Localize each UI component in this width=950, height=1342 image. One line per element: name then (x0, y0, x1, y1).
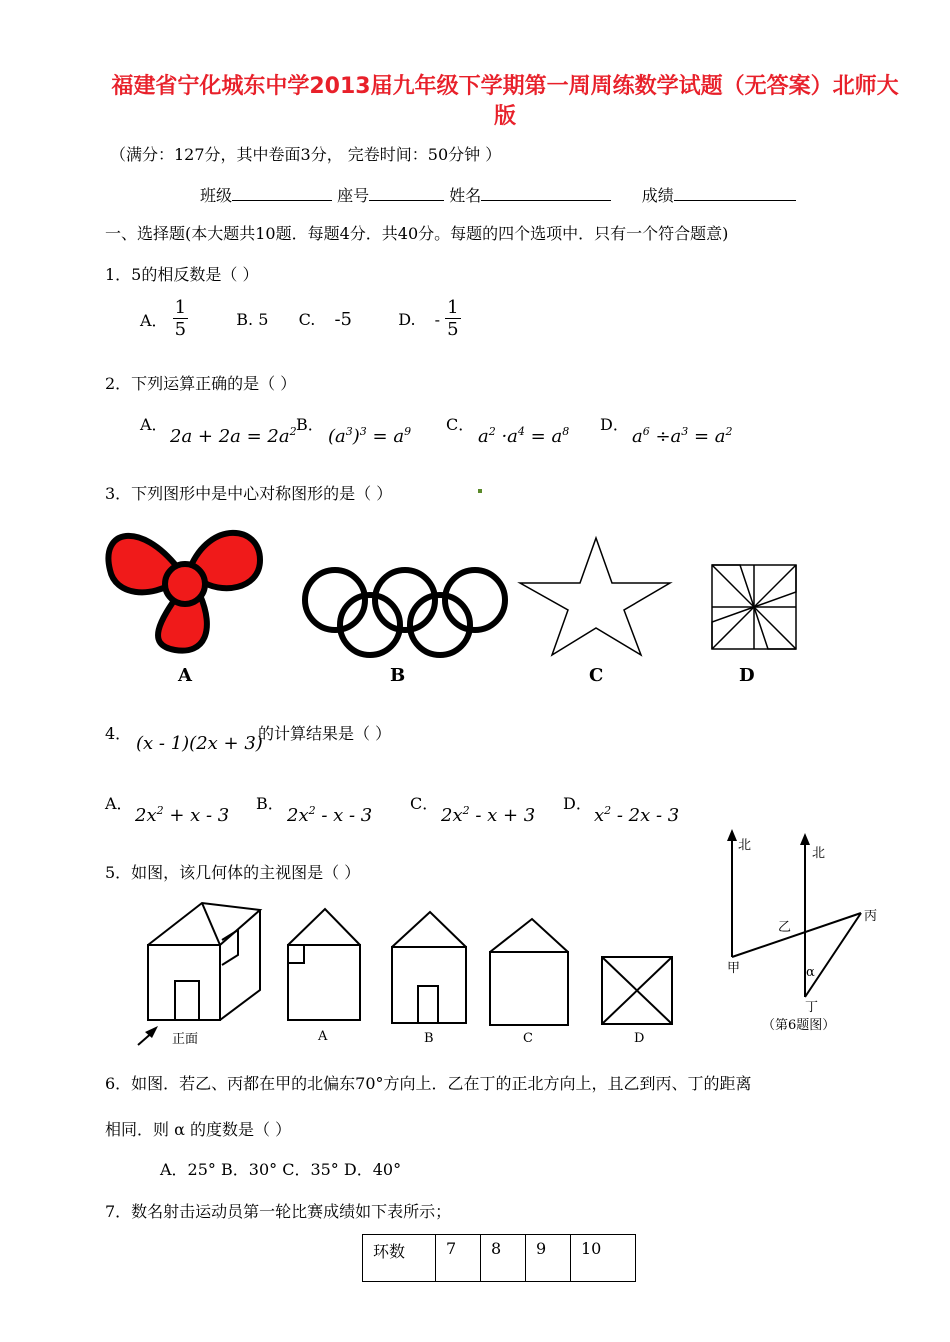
fig6-alpha: α (806, 965, 815, 980)
q5-label-d: D (634, 1031, 645, 1046)
table-cell: 10 (571, 1235, 636, 1282)
question-4: 的计算结果是（ ） (258, 724, 392, 743)
section-heading: 一、选择题(本大题共10题．每题4分．共40分。每题的四个选项中．只有一个符合题意) (105, 224, 729, 243)
north-arrow-1 (727, 829, 737, 841)
table-row (363, 1235, 636, 1282)
q5-label-c: C (523, 1031, 533, 1046)
score-label: 成绩 (641, 186, 674, 205)
q4-option-a-label: A． (105, 794, 133, 813)
table-cell: 环数 (363, 1235, 436, 1282)
q4-option-d-expr: $x^2 - 2x - 3$ (594, 804, 680, 826)
class-label: 班级 (200, 186, 233, 205)
figure-d-pinwheel (712, 565, 796, 649)
table-cell: 9 (526, 1235, 571, 1282)
q2-option-b-expr: $(a^3)^3 = a^9$ (328, 425, 412, 447)
score-blank[interactable] (674, 200, 796, 201)
option-b-view (392, 912, 466, 1023)
q4-option-a-expr: $2x^2 + x - 3$ (135, 804, 230, 826)
figure-a-flower (108, 533, 260, 651)
stray-dot (478, 489, 482, 493)
q4-option-b-label: B． (256, 794, 284, 813)
question-6-line-1: 6．如图．若乙、丙都在甲的北偏东70°方向上．乙在丁的正北方向上，且乙到丙、丁的距离 (105, 1074, 752, 1093)
q3-figures (100, 510, 820, 690)
q1-option-c-value: -5 (334, 309, 352, 330)
fig6-north-2: 北 (812, 846, 826, 861)
front-arrow (138, 1026, 158, 1045)
q1-option-c: C. (298, 310, 316, 329)
question-1: 1．5的相反数是（ ） (105, 265, 259, 284)
q2-option-c-expr: $a^2 \cdot a^4 = a^8$ (478, 425, 570, 447)
q2-option-a-label: A． (140, 415, 168, 434)
q5-figures (130, 895, 690, 1055)
q2-option-a-expr: $2a + 2a = 2a^2$ (170, 425, 297, 447)
class-blank[interactable] (232, 200, 332, 201)
fraction-neg-1-5: $\frac{1}{5}$ (447, 297, 459, 340)
question-2: 2．下列运算正确的是（ ） (105, 374, 297, 393)
fig6-yi: 乙 (778, 920, 792, 935)
option-d-view (602, 957, 672, 1024)
question-7: 7．数名射击运动员第一轮比赛成绩如下表所示； (105, 1202, 452, 1221)
seat-blank[interactable] (369, 200, 444, 201)
fig6-caption: （第6题图） (762, 1018, 836, 1033)
q4-option-b-expr: $2x^2$ - x - 3 (287, 804, 373, 826)
q1-options (140, 298, 461, 341)
q2-option-b-label: B． (296, 415, 324, 434)
house-3d (148, 903, 260, 1020)
fraction-1-5: $\frac{1}{5}$ (174, 297, 187, 340)
figure-c-star (520, 538, 670, 655)
table-cell: 8 (481, 1235, 526, 1282)
q4-option-d-label: D． (563, 794, 592, 813)
q4-option-c-expr: $2x^2 - x + 3$ (441, 804, 536, 826)
fig-label-a: A (178, 665, 192, 686)
name-label: 姓名 (449, 186, 482, 205)
q5-label-b: B (424, 1031, 434, 1046)
q1-option-a: A． (140, 311, 168, 330)
fig6-jia: 甲 (727, 961, 741, 976)
q2-option-d-expr: $a^6 \div a^3 = a^2$ (632, 425, 733, 447)
exam-note: （满分：127分，其中卷面3分， 完卷时间：50分钟 ） (110, 145, 502, 164)
fig-label-b: B (390, 665, 406, 686)
table-cell: 7 (436, 1235, 481, 1282)
seat-label: 座号 (337, 186, 370, 205)
fig6-north-1: 北 (738, 838, 752, 853)
q4-option-c-label: C． (410, 794, 439, 813)
option-a-view (288, 909, 360, 1020)
figure-b-rings (305, 570, 505, 655)
option-c-view (490, 919, 568, 1025)
question-5: 5．如图，该几何体的主视图是（ ） (105, 863, 361, 882)
question-6-line-2: 相同．则 α 的度数是（ ） (105, 1120, 292, 1139)
q2-option-c-label: C． (446, 415, 475, 434)
fig-label-d: D (739, 665, 755, 686)
q6-options: A．25° B．30° C．35° D．40° (160, 1160, 402, 1179)
minus-sign: - (434, 310, 441, 329)
student-info (200, 183, 796, 206)
fig-label-c: C (589, 665, 604, 686)
q1-option-d: D. (398, 310, 416, 329)
front-label: 正面 (172, 1032, 199, 1047)
q2-option-d-label: D． (600, 415, 629, 434)
question-4-number: 4． (105, 724, 132, 743)
score-table (362, 1234, 636, 1282)
q5-label-a: A (318, 1029, 328, 1044)
q1-option-b: B. 5 (236, 310, 269, 329)
name-blank[interactable] (481, 200, 611, 201)
page-title: 福建省宁化城东中学2013届九年级下学期第一周周练数学试题（无答案）北师大版 (111, 74, 899, 129)
north-arrow-2 (800, 833, 810, 845)
question-3: 3．下列图形中是中心对称图形的是（ ） (105, 484, 393, 503)
fig6-ding: 丁 (805, 1000, 819, 1015)
q4-expression: (x - 1)(2x + 3) (136, 733, 263, 754)
fig6-bing: 丙 (864, 909, 878, 924)
